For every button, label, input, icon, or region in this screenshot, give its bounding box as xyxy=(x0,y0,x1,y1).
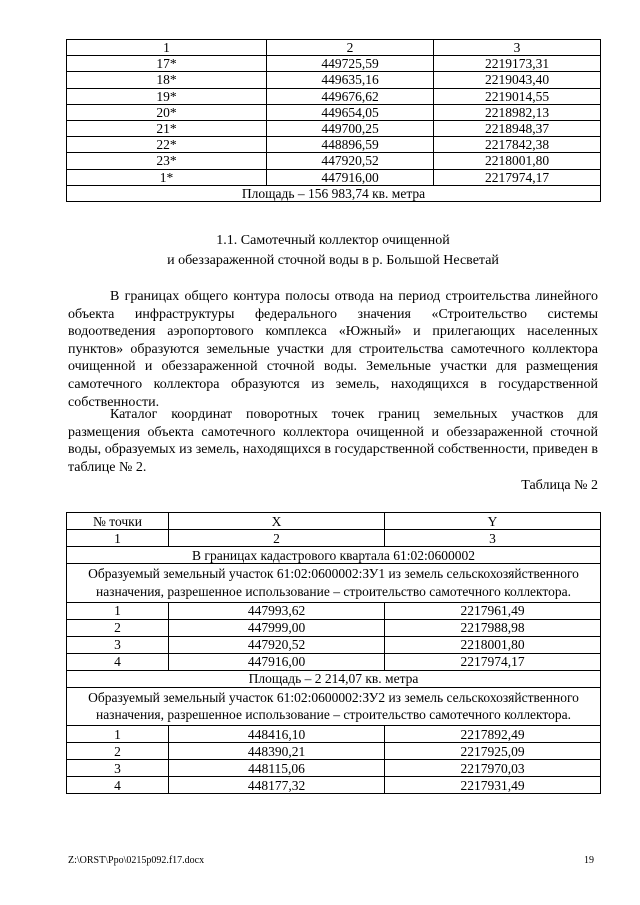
table-row xyxy=(67,619,601,636)
x-cell: 448390,21 xyxy=(169,743,385,760)
point-cell: 21* xyxy=(67,120,267,136)
x-cell: 448416,10 xyxy=(169,726,385,743)
y-cell: 2218982,13 xyxy=(434,104,601,120)
x-cell: 449635,16 xyxy=(267,72,434,88)
table-row xyxy=(67,602,601,619)
point-cell: 22* xyxy=(67,137,267,153)
point-cell: 18* xyxy=(67,72,267,88)
x-cell: 447920,52 xyxy=(169,636,385,653)
y-cell: 2218948,37 xyxy=(434,120,601,136)
y-cell: 2217974,17 xyxy=(434,169,601,185)
table-row xyxy=(67,653,601,670)
section-title-line-2: и обеззараженной сточной воды в р. Большой Несветай xyxy=(167,253,499,268)
point-cell: 17* xyxy=(67,56,267,72)
point-cell: 4 xyxy=(67,777,169,794)
point-cell: 3 xyxy=(67,636,169,653)
x-cell: 449676,62 xyxy=(267,88,434,104)
table-row xyxy=(67,137,601,153)
y-cell: 2219043,40 xyxy=(434,72,601,88)
point-cell: 1* xyxy=(67,169,267,185)
point-cell: 23* xyxy=(67,153,267,169)
column-number-cell: 2 xyxy=(169,530,385,547)
point-cell: 4 xyxy=(67,653,169,670)
y-cell: 2217988,98 xyxy=(385,619,601,636)
x-cell: 448896,59 xyxy=(267,137,434,153)
footer-page-number: 19 xyxy=(584,855,594,866)
table-row xyxy=(67,760,601,777)
point-cell: 2 xyxy=(67,743,169,760)
x-cell: 449654,05 xyxy=(267,104,434,120)
point-cell: 1 xyxy=(67,602,169,619)
y-cell: 2217961,49 xyxy=(385,602,601,619)
paragraph-boundaries: В границах общего контура полосы отвода на период строительства линейного объекта инфраструктуры федерального значения «Строительство системы водоотведения аэропортового комплекса «Южный» и прилегающих населенных пунктов» образуются земельные участки для строительства самотечного коллектора очищенной и обеззараженной сточной воды. Земельные участки для размещения самотечного коллектора образуются из земель, находящихся в государственной собственности. xyxy=(68,289,598,410)
header-cell: 1 xyxy=(67,40,267,56)
point-cell: 19* xyxy=(67,88,267,104)
section-title-line-1: 1.1. Самотечный коллектор очищенной xyxy=(216,233,450,248)
table-caption: Таблица № 2 xyxy=(521,478,598,493)
y-cell: 2217842,38 xyxy=(434,137,601,153)
plot-1-area: Площадь – 2 214,07 кв. метра xyxy=(67,670,601,687)
header-cell: 2 xyxy=(267,40,434,56)
point-cell: 1 xyxy=(67,726,169,743)
point-cell: 3 xyxy=(67,760,169,777)
column-number-row xyxy=(67,530,601,547)
x-cell: 449700,25 xyxy=(267,120,434,136)
table-row xyxy=(67,636,601,653)
table-row xyxy=(67,169,601,185)
x-cell: 448115,06 xyxy=(169,760,385,777)
header-point-number: № точки xyxy=(67,513,169,530)
x-cell: 447916,00 xyxy=(169,653,385,670)
point-cell: 20* xyxy=(67,104,267,120)
section-heading xyxy=(66,231,600,271)
table-row xyxy=(67,153,601,169)
y-cell: 2219173,31 xyxy=(434,56,601,72)
cadastral-quarter: В границах кадастрового квартала 61:02:0600002 xyxy=(67,547,601,564)
table-header-row xyxy=(67,40,601,56)
table-row xyxy=(67,72,601,88)
table-row xyxy=(67,743,601,760)
plot-1-description: Образуемый земельный участок 61:02:0600002:ЗУ1 из земель сельскохозяйственного назначения, разрешенное использование – строительство самотечного коллектора. xyxy=(67,564,601,603)
x-cell: 447993,62 xyxy=(169,602,385,619)
header-x: X xyxy=(169,513,385,530)
quarter-row xyxy=(67,547,601,564)
column-number-cell: 3 xyxy=(385,530,601,547)
coordinates-table-continued xyxy=(66,39,601,202)
coordinates-table-2 xyxy=(66,512,601,794)
y-cell: 2218001,80 xyxy=(434,153,601,169)
point-cell: 2 xyxy=(67,619,169,636)
plot-description-row xyxy=(67,564,601,603)
x-cell: 449725,59 xyxy=(267,56,434,72)
table-row xyxy=(67,88,601,104)
plot-description-row xyxy=(67,687,601,726)
y-cell: 2217974,17 xyxy=(385,653,601,670)
table-header-row xyxy=(67,513,601,530)
column-number-cell: 1 xyxy=(67,530,169,547)
x-cell: 447920,52 xyxy=(267,153,434,169)
x-cell: 448177,32 xyxy=(169,777,385,794)
y-cell: 2218001,80 xyxy=(385,636,601,653)
y-cell: 2217970,03 xyxy=(385,760,601,777)
table-row xyxy=(67,777,601,794)
table-row xyxy=(67,104,601,120)
table-row xyxy=(67,56,601,72)
y-cell: 2217892,49 xyxy=(385,726,601,743)
table-row xyxy=(67,120,601,136)
plot-2-description: Образуемый земельный участок 61:02:0600002:ЗУ2 из земель сельскохозяйственного назначения, разрешенное использование – строительство самотечного коллектора. xyxy=(67,687,601,726)
x-cell: 447916,00 xyxy=(267,169,434,185)
footer-file-path: Z:\ORST\Ppo\0215p092.f17.docx xyxy=(68,855,205,866)
y-cell: 2217931,49 xyxy=(385,777,601,794)
table-row xyxy=(67,726,601,743)
area-cell: Площадь – 156 983,74 кв. метра xyxy=(67,185,601,201)
header-cell: 3 xyxy=(434,40,601,56)
header-y: Y xyxy=(385,513,601,530)
y-cell: 2219014,55 xyxy=(434,88,601,104)
area-row xyxy=(67,185,601,201)
x-cell: 447999,00 xyxy=(169,619,385,636)
y-cell: 2217925,09 xyxy=(385,743,601,760)
area-row xyxy=(67,670,601,687)
paragraph-catalog: Каталог координат поворотных точек границ земельных участков для размещения объекта самотечного коллектора очищенной и обеззараженной сточной воды, образуемых из земель, находящихся в государственной собственности, приведен в таблице № 2. xyxy=(68,407,598,475)
